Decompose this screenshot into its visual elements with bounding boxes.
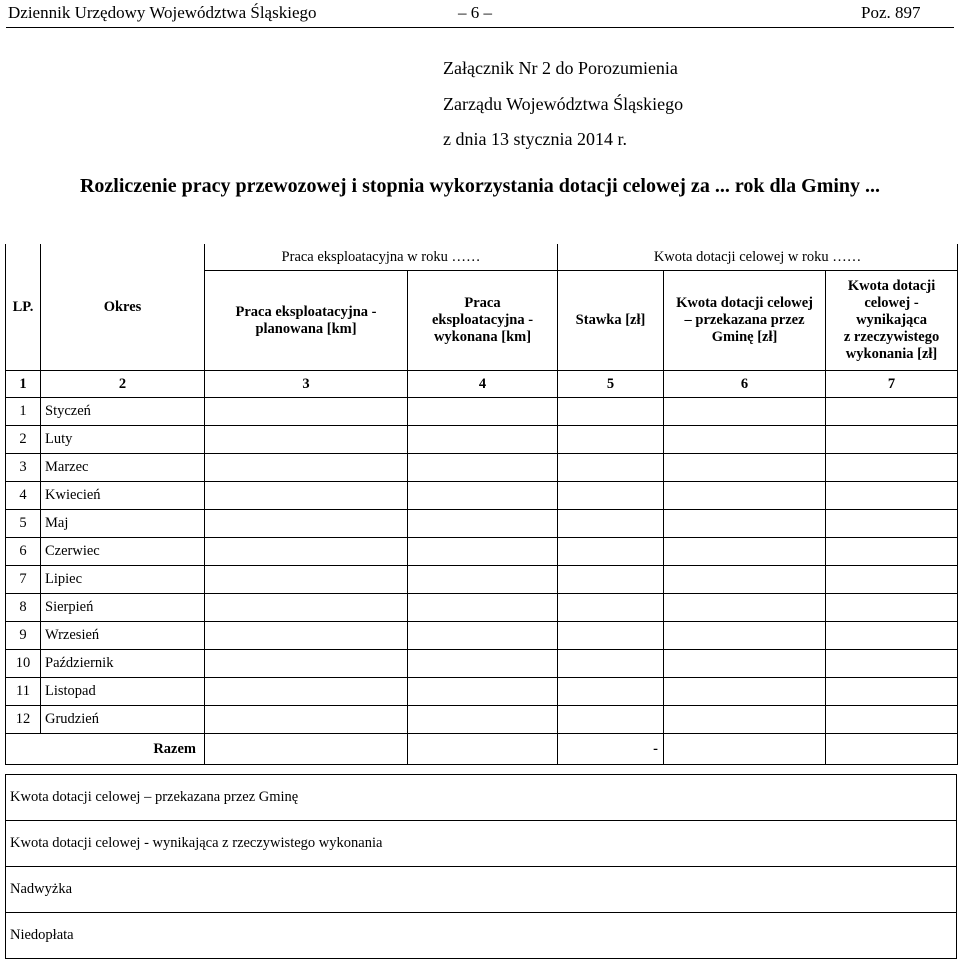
row-empty-cell: [558, 454, 664, 482]
attachment-line-2: Zarządu Województwa Śląskiego: [443, 94, 684, 114]
column-number: 1: [6, 371, 41, 398]
row-empty-cell: [664, 538, 826, 566]
row-lp: 10: [6, 650, 41, 678]
row-empty-cell: [558, 538, 664, 566]
column-number: 3: [205, 371, 408, 398]
col-transferred-line-3: Gminę [zł]: [711, 329, 778, 345]
column-number: 7: [826, 371, 958, 398]
row-empty-cell: [826, 678, 958, 706]
row-empty-cell: [408, 398, 558, 426]
row-lp: 2: [6, 426, 41, 454]
row-month: Maj: [41, 510, 205, 538]
row-empty-cell: [205, 538, 408, 566]
row-empty-cell: [664, 706, 826, 734]
row-empty-cell: [558, 566, 664, 594]
table-row: [6, 650, 958, 678]
row-empty-cell: [826, 566, 958, 594]
col-done-line-2: eksploatacyjna -: [431, 312, 534, 328]
attachment-line-3: z dnia 13 stycznia 2014 r.: [443, 129, 627, 149]
table-row: [6, 510, 958, 538]
month-rows: [6, 398, 958, 734]
col-actual-line-1: Kwota dotacji: [847, 278, 936, 294]
row-empty-cell: [205, 426, 408, 454]
row-empty-cell: [408, 454, 558, 482]
column-number: 6: [664, 371, 826, 398]
row-empty-cell: [664, 454, 826, 482]
row-empty-cell: [826, 454, 958, 482]
row-empty-cell: [205, 622, 408, 650]
row-empty-cell: [826, 398, 958, 426]
summary-row: Nadwyżka: [6, 867, 957, 913]
row-empty-cell: [826, 706, 958, 734]
group-subsidy-header: Kwota dotacji celowej w roku ……: [558, 244, 958, 271]
row-month: Listopad: [41, 678, 205, 706]
table-row: [6, 538, 958, 566]
col-transferred-header: [664, 271, 826, 371]
row-empty-cell: [205, 454, 408, 482]
row-empty-cell: [558, 482, 664, 510]
row-empty-cell: [408, 566, 558, 594]
document-title: Rozliczenie pracy przewozowej i stopnia wykorzystania dotacji celowej za ... rok dla Gminy ...: [79, 175, 881, 197]
row-empty-cell: [205, 566, 408, 594]
row-empty-cell: [408, 538, 558, 566]
summary-table: [5, 774, 957, 959]
total-label: Razem: [6, 734, 205, 765]
row-empty-cell: [408, 706, 558, 734]
row-month: Październik: [41, 650, 205, 678]
row-lp: 7: [6, 566, 41, 594]
total-cell: [826, 734, 958, 765]
row-lp: 9: [6, 622, 41, 650]
page-header: [0, 0, 960, 30]
row-empty-cell: [664, 594, 826, 622]
column-number-row: [6, 371, 958, 398]
table-row: [6, 678, 958, 706]
row-lp: 8: [6, 594, 41, 622]
row-empty-cell: [558, 426, 664, 454]
row-empty-cell: [664, 622, 826, 650]
col-actual-line-5: wykonania [zł]: [845, 346, 938, 362]
row-empty-cell: [826, 622, 958, 650]
total-cell: [664, 734, 826, 765]
table-row: [6, 706, 958, 734]
row-month: Luty: [41, 426, 205, 454]
col-planned-text: Praca eksploatacyjna - planowana [km]: [235, 303, 377, 337]
table-row: [6, 594, 958, 622]
table-row: [6, 482, 958, 510]
row-empty-cell: [558, 678, 664, 706]
header-divider: [6, 27, 954, 28]
row-empty-cell: [205, 398, 408, 426]
row-month: Kwiecień: [41, 482, 205, 510]
row-lp: 1: [6, 398, 41, 426]
table-row: [6, 398, 958, 426]
col-okres-header: Okres: [41, 244, 205, 371]
row-empty-cell: [408, 622, 558, 650]
row-empty-cell: [826, 538, 958, 566]
col-actual-line-2: celowej -: [864, 295, 919, 311]
row-empty-cell: [826, 426, 958, 454]
row-lp: 6: [6, 538, 41, 566]
row-empty-cell: [664, 566, 826, 594]
row-month: Wrzesień: [41, 622, 205, 650]
row-month: Marzec: [41, 454, 205, 482]
summary-row: Kwota dotacji celowej - wynikająca z rzeczywistego wykonania: [6, 821, 957, 867]
row-lp: 3: [6, 454, 41, 482]
row-empty-cell: [664, 678, 826, 706]
row-empty-cell: [205, 482, 408, 510]
page-number: – 6 –: [458, 3, 492, 22]
row-empty-cell: [205, 650, 408, 678]
row-month: Grudzień: [41, 706, 205, 734]
total-cell: [408, 734, 558, 765]
row-empty-cell: [558, 510, 664, 538]
settlement-table: [5, 244, 958, 765]
row-empty-cell: [408, 650, 558, 678]
row-lp: 4: [6, 482, 41, 510]
journal-name: Dziennik Urzędowy Województwa Śląskiego: [8, 3, 317, 22]
row-lp: 5: [6, 510, 41, 538]
column-number: 2: [41, 371, 205, 398]
col-transferred-line-1: Kwota dotacji celowej: [676, 295, 813, 311]
row-empty-cell: [408, 482, 558, 510]
row-empty-cell: [205, 678, 408, 706]
col-actual-line-3: wynikająca: [856, 312, 927, 328]
row-month: Czerwiec: [41, 538, 205, 566]
row-empty-cell: [826, 594, 958, 622]
row-empty-cell: [205, 594, 408, 622]
row-empty-cell: [664, 482, 826, 510]
row-empty-cell: [408, 678, 558, 706]
column-number: 4: [408, 371, 558, 398]
total-row: [6, 734, 958, 765]
row-empty-cell: [558, 650, 664, 678]
col-transferred-line-2: – przekazana przez: [684, 312, 805, 328]
row-empty-cell: [664, 650, 826, 678]
column-number: 5: [558, 371, 664, 398]
col-done-line-3: wykonana [km]: [433, 329, 532, 345]
row-empty-cell: [826, 650, 958, 678]
row-month: Styczeń: [41, 398, 205, 426]
summary-row: Kwota dotacji celowej – przekazana przez Gminę: [6, 775, 957, 821]
row-empty-cell: [826, 482, 958, 510]
col-done-line-1: Praca: [464, 295, 501, 311]
row-empty-cell: [664, 426, 826, 454]
col-actual-line-4: z rzeczywistego: [843, 329, 940, 345]
row-empty-cell: [205, 510, 408, 538]
table-row: [6, 454, 958, 482]
row-empty-cell: [408, 510, 558, 538]
total-cell: [205, 734, 408, 765]
col-rate-header: Stawka [zł]: [558, 271, 664, 371]
row-empty-cell: [408, 594, 558, 622]
row-empty-cell: [664, 398, 826, 426]
position-number: Poz. 897: [861, 3, 921, 22]
summary-row: Niedopłata: [6, 913, 957, 959]
col-actual-header: [826, 271, 958, 371]
row-lp: 12: [6, 706, 41, 734]
row-empty-cell: [664, 510, 826, 538]
table-row: [6, 566, 958, 594]
total-rate: -: [558, 734, 664, 765]
row-empty-cell: [558, 594, 664, 622]
row-empty-cell: [408, 426, 558, 454]
row-empty-cell: [558, 622, 664, 650]
group-work-header: Praca eksploatacyjna w roku ……: [205, 244, 558, 271]
attachment-line-1: Załącznik Nr 2 do Porozumienia: [443, 58, 678, 78]
col-planned-header: [205, 271, 408, 371]
table-row: [6, 426, 958, 454]
row-empty-cell: [205, 706, 408, 734]
table-row: [6, 622, 958, 650]
row-empty-cell: [826, 510, 958, 538]
row-lp: 11: [6, 678, 41, 706]
row-empty-cell: [558, 706, 664, 734]
col-done-header: [408, 271, 558, 371]
col-lp-header: LP.: [6, 244, 41, 371]
row-empty-cell: [558, 398, 664, 426]
row-month: Sierpień: [41, 594, 205, 622]
row-month: Lipiec: [41, 566, 205, 594]
